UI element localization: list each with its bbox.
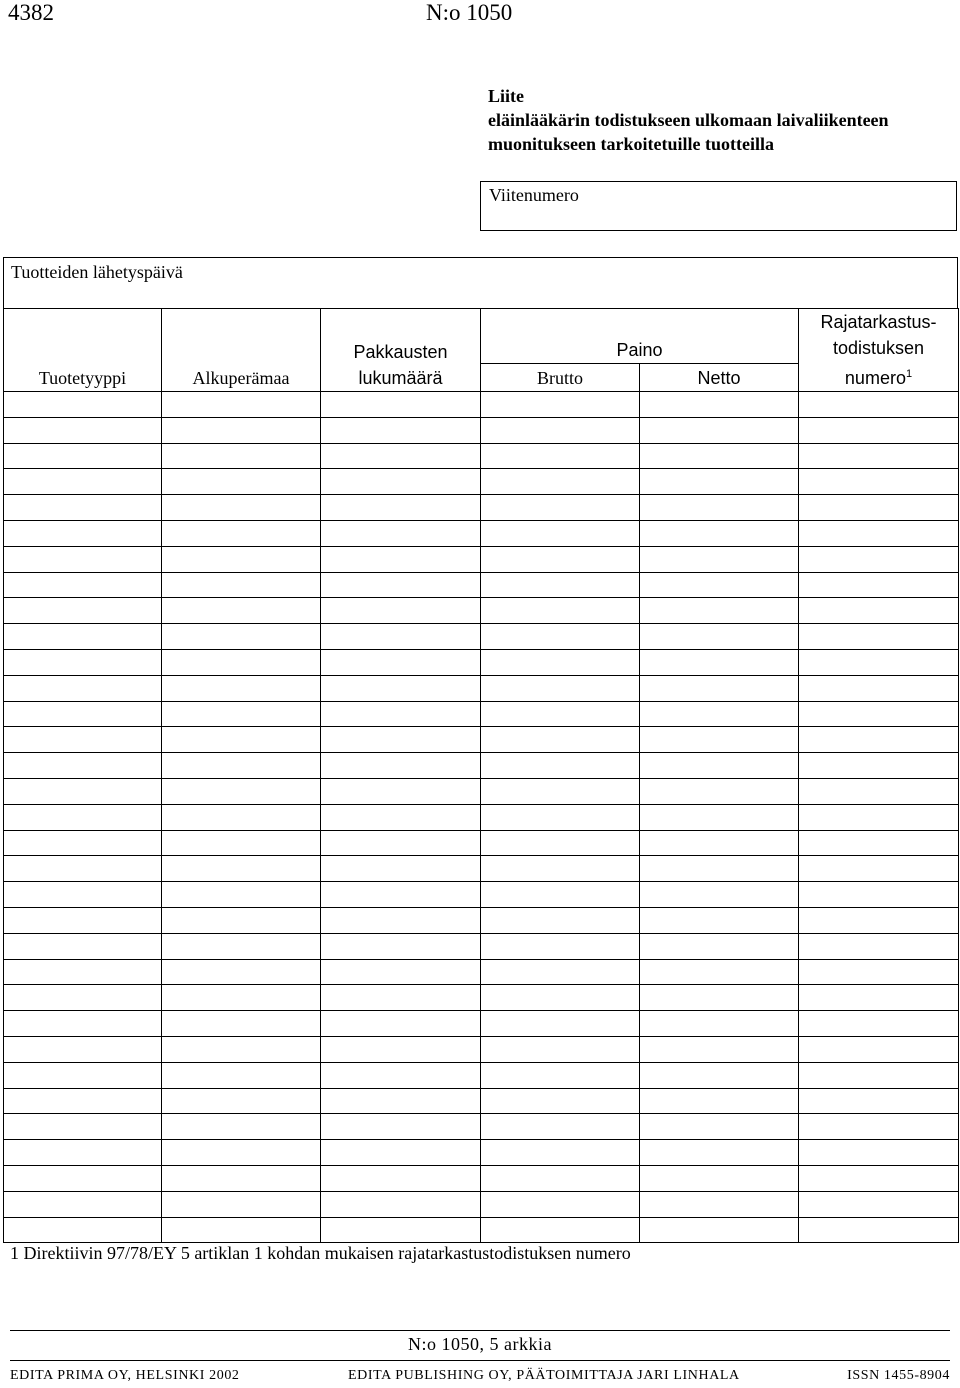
table-cell[interactable]: [321, 675, 481, 701]
shipment-date-label: Tuotteiden lähetyspäivä: [11, 262, 183, 282]
table-row: [4, 1217, 959, 1243]
table-cell[interactable]: [4, 959, 162, 985]
table-cell[interactable]: [4, 1140, 162, 1166]
table-row: [4, 649, 959, 675]
table-cell[interactable]: [799, 1011, 959, 1037]
column-header-product-type: Tuotetyyppi: [4, 309, 162, 392]
table-cell[interactable]: [4, 753, 162, 779]
table-cell[interactable]: [162, 598, 321, 624]
table-cell[interactable]: [799, 778, 959, 804]
table-cell[interactable]: [4, 649, 162, 675]
table-cell[interactable]: [481, 675, 640, 701]
table-cell[interactable]: [799, 572, 959, 598]
table-cell[interactable]: [799, 417, 959, 443]
table-cell[interactable]: [481, 1011, 640, 1037]
table-cell[interactable]: [4, 933, 162, 959]
table-row: [4, 907, 959, 933]
column-header-origin: Alkuperämaa: [162, 309, 321, 392]
table-cell[interactable]: [481, 985, 640, 1011]
table-row: [4, 469, 959, 495]
table-cell[interactable]: [481, 546, 640, 572]
table-cell[interactable]: [162, 1036, 321, 1062]
table-cell[interactable]: [321, 753, 481, 779]
table-row: [4, 624, 959, 650]
table-cell[interactable]: [640, 443, 799, 469]
table-cell[interactable]: [481, 392, 640, 418]
table-cell[interactable]: [481, 882, 640, 908]
table-cell[interactable]: [481, 1165, 640, 1191]
table-cell[interactable]: [640, 1036, 799, 1062]
table-row: [4, 959, 959, 985]
table-row: [4, 1062, 959, 1088]
table-cell[interactable]: [799, 1062, 959, 1088]
table-cell[interactable]: [481, 1088, 640, 1114]
footer-divider: [10, 1330, 950, 1331]
table-cell[interactable]: [799, 1088, 959, 1114]
table-cell[interactable]: [640, 985, 799, 1011]
table-cell[interactable]: [640, 1191, 799, 1217]
table-cell[interactable]: [481, 443, 640, 469]
table-cell[interactable]: [481, 1036, 640, 1062]
table-cell[interactable]: [640, 753, 799, 779]
table-cell[interactable]: [4, 856, 162, 882]
table-cell[interactable]: [799, 1191, 959, 1217]
table-cell[interactable]: [162, 727, 321, 753]
table-cell[interactable]: [162, 701, 321, 727]
table-cell[interactable]: [321, 520, 481, 546]
table-cell[interactable]: [481, 649, 640, 675]
column-header-weight: Paino: [481, 309, 799, 364]
table-cell[interactable]: [162, 882, 321, 908]
table-cell[interactable]: [799, 830, 959, 856]
table-cell[interactable]: [4, 727, 162, 753]
document-number: N:o 1050: [426, 0, 513, 25]
table-row: [4, 520, 959, 546]
column-header-net: Netto: [640, 363, 799, 391]
column-header-gross: Brutto: [481, 363, 640, 391]
table-cell[interactable]: [481, 1062, 640, 1088]
table-cell[interactable]: [640, 882, 799, 908]
table-row: [4, 727, 959, 753]
table-cell[interactable]: [321, 933, 481, 959]
table-cell[interactable]: [4, 907, 162, 933]
table-cell[interactable]: [640, 727, 799, 753]
table-cell[interactable]: [4, 675, 162, 701]
table-cell[interactable]: [4, 830, 162, 856]
table-cell[interactable]: [481, 753, 640, 779]
table-cell[interactable]: [481, 417, 640, 443]
table-cell[interactable]: [799, 959, 959, 985]
table-cell[interactable]: [640, 701, 799, 727]
table-cell[interactable]: [321, 701, 481, 727]
table-cell[interactable]: [799, 649, 959, 675]
table-cell[interactable]: [162, 1217, 321, 1243]
table-row: [4, 1191, 959, 1217]
table-cell[interactable]: [640, 1217, 799, 1243]
table-row: [4, 1165, 959, 1191]
table-cell[interactable]: [321, 985, 481, 1011]
table-cell[interactable]: [799, 1140, 959, 1166]
table-cell[interactable]: [481, 856, 640, 882]
table-cell[interactable]: [4, 1036, 162, 1062]
table-cell[interactable]: [481, 1217, 640, 1243]
table-cell[interactable]: [321, 624, 481, 650]
table-cell[interactable]: [4, 624, 162, 650]
table-cell[interactable]: [162, 1011, 321, 1037]
table-cell[interactable]: [321, 598, 481, 624]
table-cell[interactable]: [640, 1114, 799, 1140]
annex-title-line: muonitukseen tarkoitetuille tuotteilla: [488, 134, 774, 154]
table-cell[interactable]: [162, 830, 321, 856]
table-cell[interactable]: [4, 804, 162, 830]
table-cell[interactable]: [4, 1191, 162, 1217]
table-cell[interactable]: [640, 1140, 799, 1166]
table-cell[interactable]: [321, 882, 481, 908]
annex-title: [488, 84, 889, 156]
table-cell[interactable]: [481, 495, 640, 521]
table-cell[interactable]: [481, 959, 640, 985]
table-cell[interactable]: [162, 933, 321, 959]
table-cell[interactable]: [321, 959, 481, 985]
table-cell[interactable]: [162, 1088, 321, 1114]
table-cell[interactable]: [4, 392, 162, 418]
table-cell[interactable]: [799, 469, 959, 495]
table-cell[interactable]: [799, 882, 959, 908]
table-cell[interactable]: [640, 804, 799, 830]
table-cell[interactable]: [162, 856, 321, 882]
table-cell[interactable]: [162, 495, 321, 521]
table-row: [4, 572, 959, 598]
table-row: [4, 778, 959, 804]
table-cell[interactable]: [162, 907, 321, 933]
table-cell[interactable]: [321, 1062, 481, 1088]
table-cell[interactable]: [799, 1165, 959, 1191]
table-cell[interactable]: [162, 1062, 321, 1088]
series-note: N:o 1050, 5 arkkia: [408, 1334, 552, 1354]
table-row: [4, 546, 959, 572]
table-cell[interactable]: [4, 598, 162, 624]
table-cell[interactable]: [162, 443, 321, 469]
table-cell[interactable]: [4, 1114, 162, 1140]
table-cell[interactable]: [640, 959, 799, 985]
table-row: [4, 495, 959, 521]
table-cell[interactable]: [162, 1165, 321, 1191]
table-cell[interactable]: [481, 624, 640, 650]
table-cell[interactable]: [799, 598, 959, 624]
table-cell[interactable]: [4, 572, 162, 598]
table-cell[interactable]: [321, 1191, 481, 1217]
table-cell[interactable]: [640, 1088, 799, 1114]
table-cell[interactable]: [640, 778, 799, 804]
table-cell[interactable]: [640, 1011, 799, 1037]
table-cell[interactable]: [4, 1165, 162, 1191]
annex-title-line: eläinlääkärin todistukseen ulkomaan laivaliikenteen: [488, 110, 889, 130]
table-cell[interactable]: [162, 469, 321, 495]
table-cell[interactable]: [640, 1165, 799, 1191]
table-row: [4, 598, 959, 624]
table-row: [4, 701, 959, 727]
table-cell[interactable]: [640, 495, 799, 521]
table-row: [4, 675, 959, 701]
table-cell[interactable]: [799, 753, 959, 779]
table-cell[interactable]: [321, 856, 481, 882]
table-cell[interactable]: [321, 392, 481, 418]
table-cell[interactable]: [799, 727, 959, 753]
table-cell[interactable]: [640, 649, 799, 675]
issn: ISSN 1455-8904: [847, 1368, 950, 1383]
table-cell[interactable]: [321, 1140, 481, 1166]
table-cell[interactable]: [481, 1140, 640, 1166]
table-cell[interactable]: [321, 1165, 481, 1191]
annex-title-line: Liite: [488, 86, 524, 106]
publisher-imprint: EDITA PUBLISHING OY, PÄÄTOIMITTAJA JARI LINHALA: [348, 1368, 740, 1383]
table-cell[interactable]: [640, 856, 799, 882]
table-cell[interactable]: [799, 520, 959, 546]
page-number: 4382: [8, 0, 54, 25]
table-cell[interactable]: [321, 778, 481, 804]
table-cell[interactable]: [321, 649, 481, 675]
table-cell[interactable]: [4, 1217, 162, 1243]
table-cell[interactable]: [4, 495, 162, 521]
table-cell[interactable]: [640, 830, 799, 856]
table-cell[interactable]: [481, 701, 640, 727]
table-cell[interactable]: [481, 598, 640, 624]
table-cell[interactable]: [799, 675, 959, 701]
table-cell[interactable]: [4, 1011, 162, 1037]
table-row: [4, 933, 959, 959]
table-cell[interactable]: [4, 1088, 162, 1114]
table-row: [4, 392, 959, 418]
table-cell[interactable]: [162, 649, 321, 675]
table-row: [4, 882, 959, 908]
table-cell[interactable]: [162, 675, 321, 701]
footnote-marker: 1: [905, 368, 913, 380]
table-cell[interactable]: [799, 1114, 959, 1140]
table-cell[interactable]: [640, 598, 799, 624]
table-row: [4, 1140, 959, 1166]
table-cell[interactable]: [799, 392, 959, 418]
table-cell[interactable]: [799, 1217, 959, 1243]
table-row: [4, 417, 959, 443]
table-cell[interactable]: [640, 520, 799, 546]
table-cell[interactable]: [481, 933, 640, 959]
reference-number-label: Viitenumero: [489, 185, 579, 205]
table-cell[interactable]: [799, 985, 959, 1011]
table-cell[interactable]: [321, 1088, 481, 1114]
table-cell[interactable]: [321, 495, 481, 521]
table-cell[interactable]: [162, 520, 321, 546]
table-cell[interactable]: [799, 624, 959, 650]
table-cell[interactable]: [799, 804, 959, 830]
table-cell[interactable]: [162, 804, 321, 830]
table-cell[interactable]: [162, 778, 321, 804]
table-cell[interactable]: [4, 469, 162, 495]
table-cell[interactable]: [640, 417, 799, 443]
table-cell[interactable]: [321, 1114, 481, 1140]
printer-imprint: EDITA PRIMA OY, HELSINKI 2002: [10, 1368, 240, 1383]
table-cell[interactable]: [640, 675, 799, 701]
table-cell[interactable]: [481, 520, 640, 546]
table-cell[interactable]: [799, 856, 959, 882]
table-row: [4, 1088, 959, 1114]
table-cell[interactable]: [321, 443, 481, 469]
shipment-date-field[interactable]: [3, 257, 958, 309]
table-cell[interactable]: [799, 1036, 959, 1062]
table-cell[interactable]: [481, 804, 640, 830]
table-row: [4, 1011, 959, 1037]
table-row: [4, 830, 959, 856]
table-cell[interactable]: [321, 1217, 481, 1243]
table-row: [4, 804, 959, 830]
column-header-packages: Pakkausten lukumäärä: [321, 309, 481, 392]
table-cell[interactable]: [640, 907, 799, 933]
table-cell[interactable]: [321, 546, 481, 572]
table-cell[interactable]: [640, 933, 799, 959]
footer-divider: [10, 1360, 950, 1361]
table-cell[interactable]: [162, 753, 321, 779]
table-cell[interactable]: [481, 1191, 640, 1217]
table-cell[interactable]: [321, 804, 481, 830]
table-cell[interactable]: [321, 1036, 481, 1062]
table-cell[interactable]: [640, 572, 799, 598]
table-row: [4, 985, 959, 1011]
table-cell[interactable]: [481, 830, 640, 856]
table-cell[interactable]: [4, 1062, 162, 1088]
table-cell[interactable]: [321, 830, 481, 856]
table-cell[interactable]: [481, 469, 640, 495]
column-header-border-inspection: Rajatarkastus- todistuksen numero$^1$: [799, 309, 959, 392]
table-cell[interactable]: [162, 392, 321, 418]
table-cell[interactable]: [640, 392, 799, 418]
table-row: [4, 1114, 959, 1140]
table-cell[interactable]: [162, 624, 321, 650]
table-cell[interactable]: [799, 495, 959, 521]
table-row: [4, 1036, 959, 1062]
table-cell[interactable]: [4, 520, 162, 546]
table-cell[interactable]: [640, 624, 799, 650]
table-cell[interactable]: [321, 727, 481, 753]
table-cell[interactable]: [481, 1114, 640, 1140]
table-cell[interactable]: [481, 907, 640, 933]
table-row: [4, 443, 959, 469]
table-cell[interactable]: [162, 959, 321, 985]
table-cell[interactable]: [321, 417, 481, 443]
table-cell[interactable]: [4, 546, 162, 572]
products-table: [3, 308, 959, 1243]
table-cell[interactable]: [640, 546, 799, 572]
table-cell[interactable]: [162, 572, 321, 598]
table-cell[interactable]: [481, 778, 640, 804]
table-cell[interactable]: [162, 546, 321, 572]
table-cell[interactable]: [481, 572, 640, 598]
table-row: [4, 856, 959, 882]
table-cell[interactable]: [799, 933, 959, 959]
table-cell[interactable]: [321, 907, 481, 933]
table-cell[interactable]: [4, 985, 162, 1011]
table-cell[interactable]: [162, 985, 321, 1011]
footnote: 1 Direktiivin 97/78/EY 5 artiklan 1 kohdan mukaisen rajatarkastustodistuksen numero: [10, 1243, 631, 1263]
table-cell[interactable]: [162, 1191, 321, 1217]
table-cell[interactable]: [4, 882, 162, 908]
table-cell[interactable]: [321, 1011, 481, 1037]
table-cell[interactable]: [4, 778, 162, 804]
table-cell[interactable]: [640, 1062, 799, 1088]
table-cell[interactable]: [799, 546, 959, 572]
table-cell[interactable]: [4, 443, 162, 469]
table-cell[interactable]: [162, 1114, 321, 1140]
table-cell[interactable]: [799, 907, 959, 933]
table-cell[interactable]: [799, 443, 959, 469]
table-cell[interactable]: [321, 469, 481, 495]
table-cell[interactable]: [162, 417, 321, 443]
reference-number-field[interactable]: [480, 181, 957, 231]
table-cell[interactable]: [640, 469, 799, 495]
table-row: [4, 753, 959, 779]
table-cell[interactable]: [321, 572, 481, 598]
table-cell[interactable]: [799, 701, 959, 727]
table-cell[interactable]: [4, 417, 162, 443]
table-cell[interactable]: [481, 727, 640, 753]
table-cell[interactable]: [4, 701, 162, 727]
table-cell[interactable]: [162, 1140, 321, 1166]
